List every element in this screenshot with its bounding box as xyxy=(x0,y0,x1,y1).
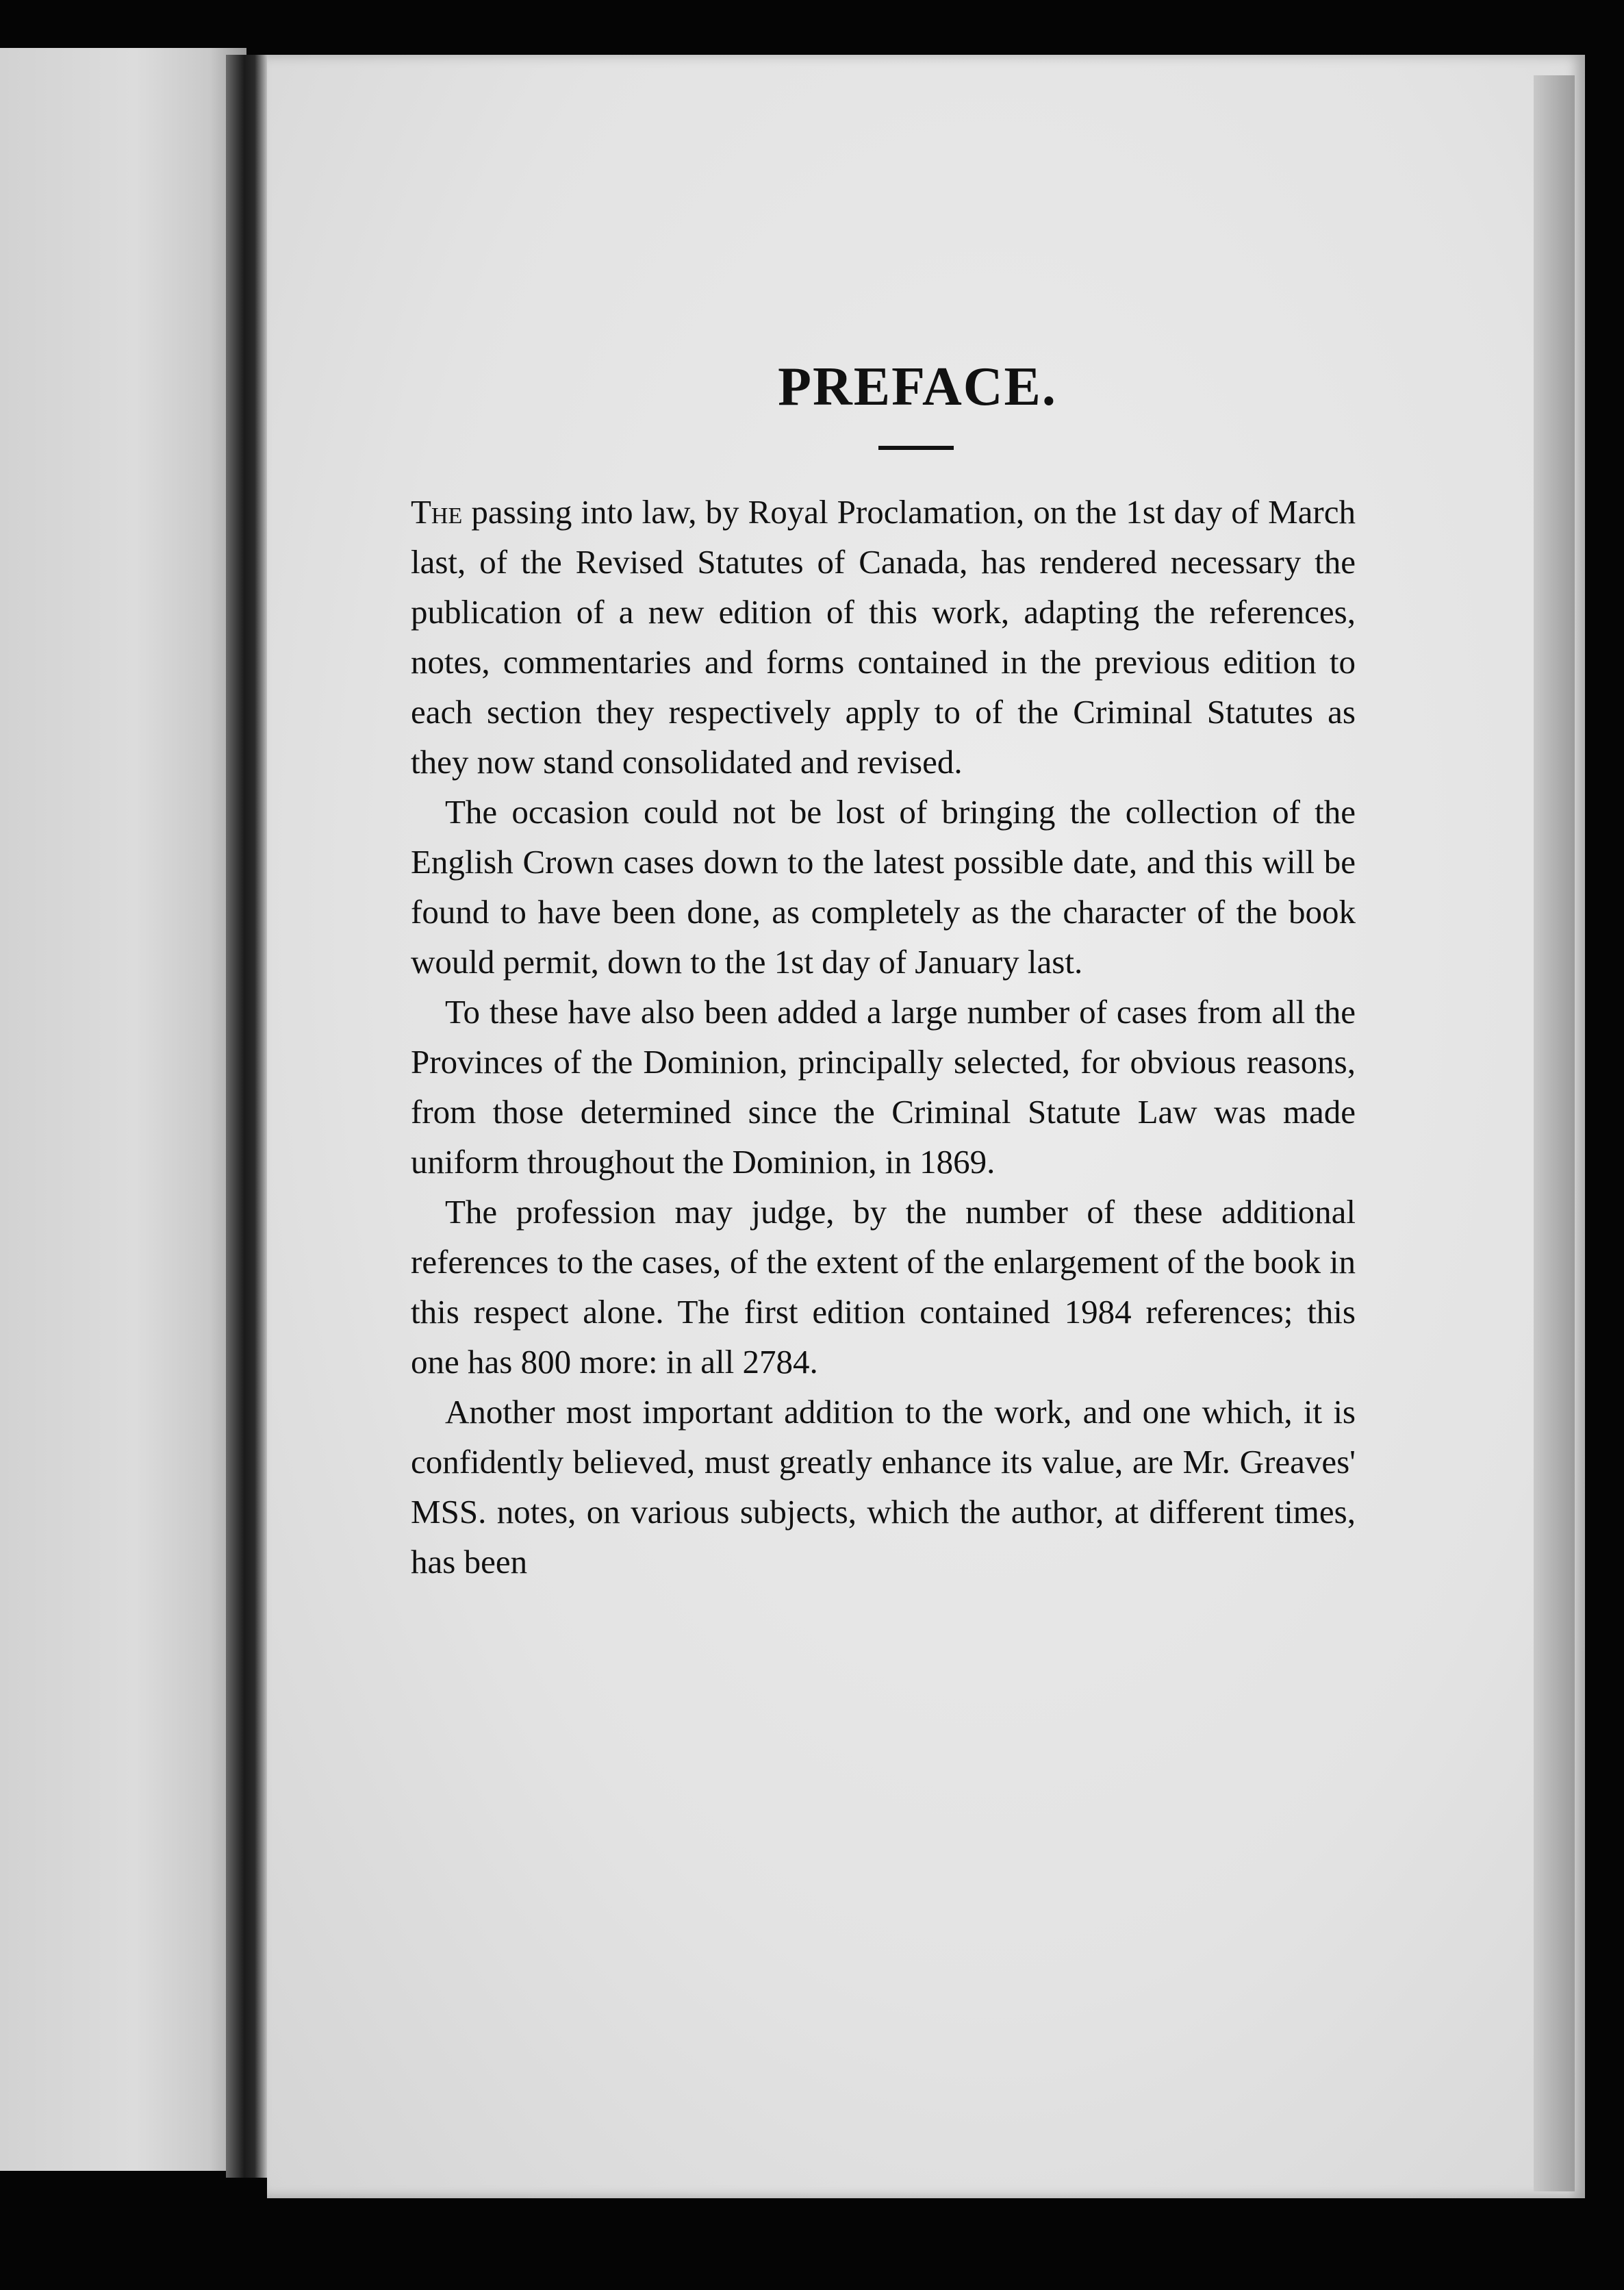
paragraph-4: The profession may judge, by the number of these additional references to the cases, of the extent of the enlargement of the book in this respect alone. The first edition contained 1984 references; this one has 800 more: in all 2784. xyxy=(411,1193,1356,1381)
page-content xyxy=(411,329,1356,1587)
paragraph-text: passing into law, by Royal Proclamation, on the 1st day of March last, of the Revised Statutes of Canada, has rendered necessary the publication of a new edition of this work, adapting the references, notes, commentaries and forms contained in the previous edition to each section they respectively apply to of the Criminal Statutes as they now stand consolidated and revised. xyxy=(411,493,1356,781)
facing-page xyxy=(0,48,246,2171)
page-title: PREFACE. xyxy=(778,357,1057,417)
paragraph-lead-word: The xyxy=(411,493,463,531)
paragraph-3: To these have also been added a large number of cases from all the Provinces of the Dominion, principally selected, for obvious reasons, from those determined since the Criminal Statute Law was made uniform throughout the Dominion, in 1869. xyxy=(411,993,1356,1181)
page-edge xyxy=(1534,75,1575,2191)
paragraph-2: The occasion could not be lost of bringing the collection of the English Crown cases down to the latest possible date, and this will be found to have been done, as completely as the character of the book would permit, down to the 1st day of January last. xyxy=(411,793,1356,981)
book-spine xyxy=(226,55,267,2178)
paragraph-1 xyxy=(411,487,1356,787)
paragraph-5: Another most important addition to the work, and one which, it is confidently believed, must greatly enhance its value, are Mr. Greaves' MSS. notes, on various subjects, which the author, at different times, has been xyxy=(411,1393,1356,1581)
title-rule xyxy=(878,446,954,450)
